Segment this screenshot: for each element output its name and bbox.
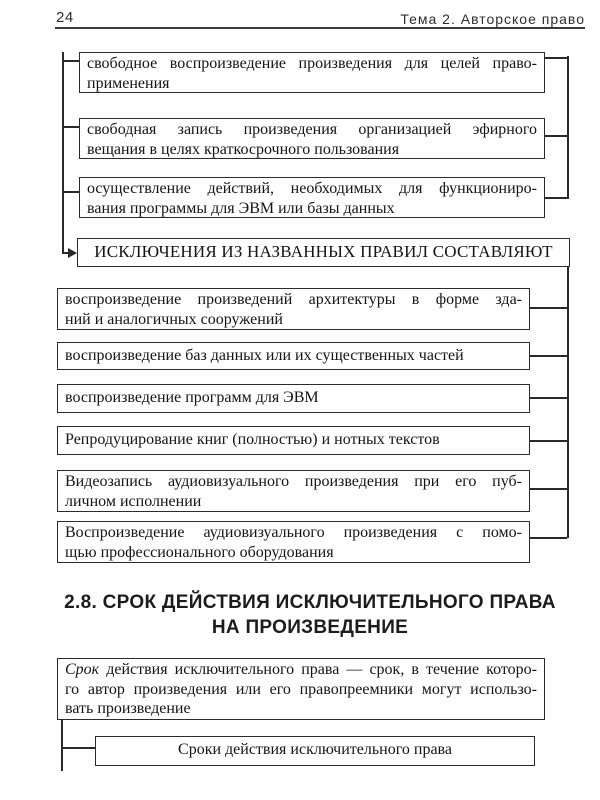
terms-title-box: Сроки действия исключительного права: [95, 736, 535, 766]
free-use-box-software-functioning: осуществление действий, необходимых для функциониро- вания программы для ЭВМ или базы данных: [79, 177, 545, 218]
exception-box-computer-programs: воспроизведение программ для ЭВМ: [57, 384, 530, 413]
section-heading: [45, 590, 575, 640]
arrowhead-icon: [68, 248, 77, 258]
exception-stub-4: [530, 440, 567, 442]
definition-box-term-duration: Срок действия исключительного права — срок, в течение которо- го автор произведения или его правопреемники могут использо- вать произведение: [57, 658, 545, 720]
section-heading-line2: НА ПРОИЗВЕДЕНИЕ: [211, 617, 409, 638]
section-heading-line1: 2.8. СРОК ДЕЙСТВИЯ ИСКЛЮЧИТЕЛЬНОГО ПРАВА: [64, 592, 556, 613]
exception-stub-3: [530, 397, 567, 399]
exception-box-professional-equipment: Воспроизведение аудиовизуального произведения с помо- щью профессионального оборудования: [57, 521, 530, 563]
connector-bottom-stub: [63, 747, 95, 749]
exception-box-databases: воспроизведение баз данных или их существенных частей: [57, 342, 530, 370]
exception-box-architecture: воспроизведение произведений архитектуры в форме зда- ний и аналогичных сооружений: [57, 288, 530, 330]
running-header: Тема 2. Авторское право: [400, 11, 585, 27]
connector-left-stub-1: [64, 60, 79, 62]
exception-stub-1: [530, 307, 567, 309]
connector-left-stub-3: [64, 191, 79, 193]
connector-bottom-trunk: [61, 720, 63, 771]
exception-box-video-recording: Видеозапись аудиовизуального произведения при его пуб- личном исполнении: [57, 470, 530, 512]
connector-left-stub-2: [64, 126, 79, 128]
page-number: 24: [56, 9, 74, 26]
connector-right-stub-3: [545, 197, 567, 199]
connector-right-trunk-bottom: [567, 267, 569, 538]
connector-right-stub-2: [545, 135, 567, 137]
connector-right-trunk-top: [567, 56, 569, 199]
exception-box-reprography: Репродуцирование книг (полностью) и нотных текстов: [57, 426, 530, 455]
header-rule: [55, 27, 585, 29]
connector-left-trunk: [62, 52, 64, 254]
definition-term: Срок: [65, 661, 100, 678]
connector-right-stub-1: [545, 57, 567, 59]
exception-stub-6: [530, 537, 567, 539]
free-use-box-law-enforcement: свободное воспроизведение произведения для целей право- применения: [79, 52, 545, 93]
exceptions-hub-box: ИСКЛЮЧЕНИЯ ИЗ НАЗВАННЫХ ПРАВИЛ СОСТАВЛЯЮТ: [77, 238, 570, 267]
exception-stub-5: [530, 488, 567, 490]
free-use-box-broadcast-recording: свободная запись произведения организацией эфирного вещания в целях краткосрочного пользования: [79, 118, 545, 159]
exception-stub-2: [530, 355, 567, 357]
